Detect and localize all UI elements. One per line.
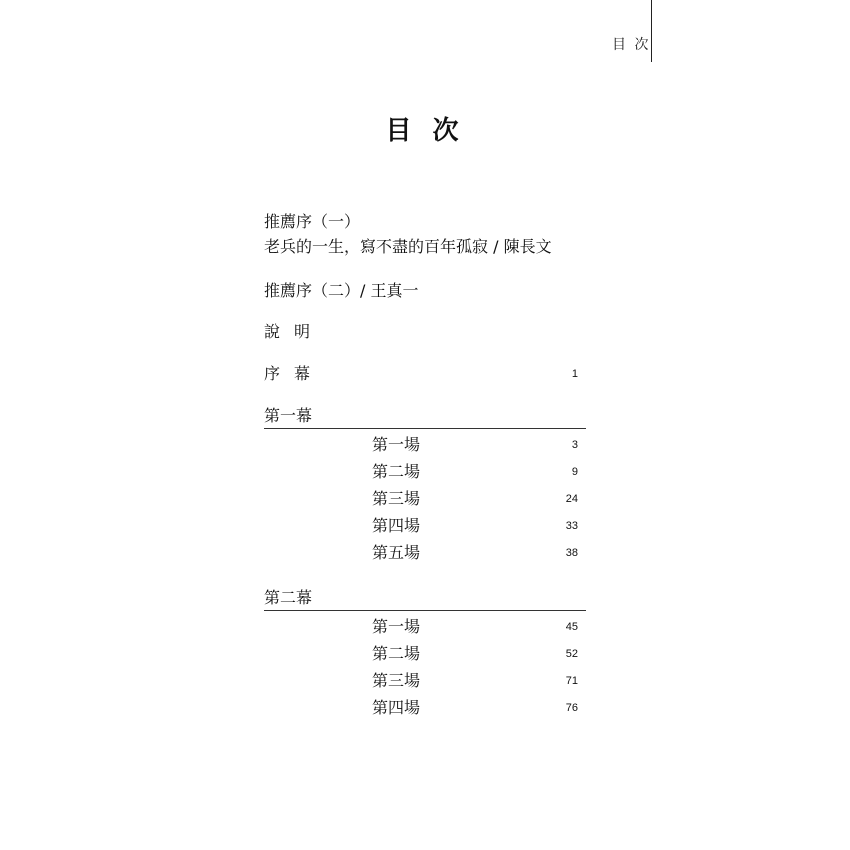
act-1-rule	[264, 428, 586, 429]
toc-act-1-scene-1[interactable]: 第一場	[372, 435, 421, 454]
toc-act-2-scene-4-page: 76	[565, 702, 578, 714]
toc-act-2-scene-2[interactable]: 第二場	[372, 644, 421, 663]
toc-entry-prologue[interactable]: 序幕	[264, 364, 325, 383]
toc-act-2-scene-3-page: 71	[565, 675, 578, 687]
toc-act-1-scene-3-page: 24	[565, 493, 578, 505]
toc-act-1-scene-5[interactable]: 第五場	[372, 543, 421, 562]
toc-act-1-scene-2[interactable]: 第二場	[372, 462, 421, 481]
toc-entry-preface-2[interactable]: 推薦序（二）/ 王真一	[264, 281, 419, 300]
toc-act-1-scene-5-page: 38	[565, 547, 578, 559]
toc-act-2-scene-1-page: 45	[565, 621, 578, 633]
header-rule	[651, 0, 652, 62]
toc-act-1-scene-4-page: 33	[565, 520, 578, 532]
toc-act-2-scene-3[interactable]: 第三場	[372, 671, 421, 690]
page-title: 目 次	[385, 116, 465, 146]
toc-entry-notes[interactable]: 說明	[264, 322, 325, 341]
running-head: 目 次	[612, 37, 651, 53]
toc-act-2-title[interactable]: 第二幕	[264, 588, 313, 607]
toc-act-2-scene-2-page: 52	[565, 648, 578, 660]
toc-act-2-scene-4[interactable]: 第四場	[372, 698, 421, 717]
toc-page-prologue: 1	[571, 368, 578, 380]
toc-act-1-scene-3[interactable]: 第三場	[372, 489, 421, 508]
toc-entry-preface-1-subtitle[interactable]: 老兵的一生，寫不盡的百年孤寂 / 陳長文	[264, 237, 552, 256]
toc-entry-preface-1[interactable]: 推薦序（一）	[264, 212, 361, 231]
act-2-rule	[264, 610, 586, 611]
toc-act-1-title[interactable]: 第一幕	[264, 406, 313, 425]
toc-act-2-scene-1[interactable]: 第一場	[372, 617, 421, 636]
toc-act-1-scene-1-page: 3	[571, 439, 578, 451]
toc-act-1-scene-4[interactable]: 第四場	[372, 516, 421, 535]
toc-act-1-scene-2-page: 9	[571, 466, 578, 478]
